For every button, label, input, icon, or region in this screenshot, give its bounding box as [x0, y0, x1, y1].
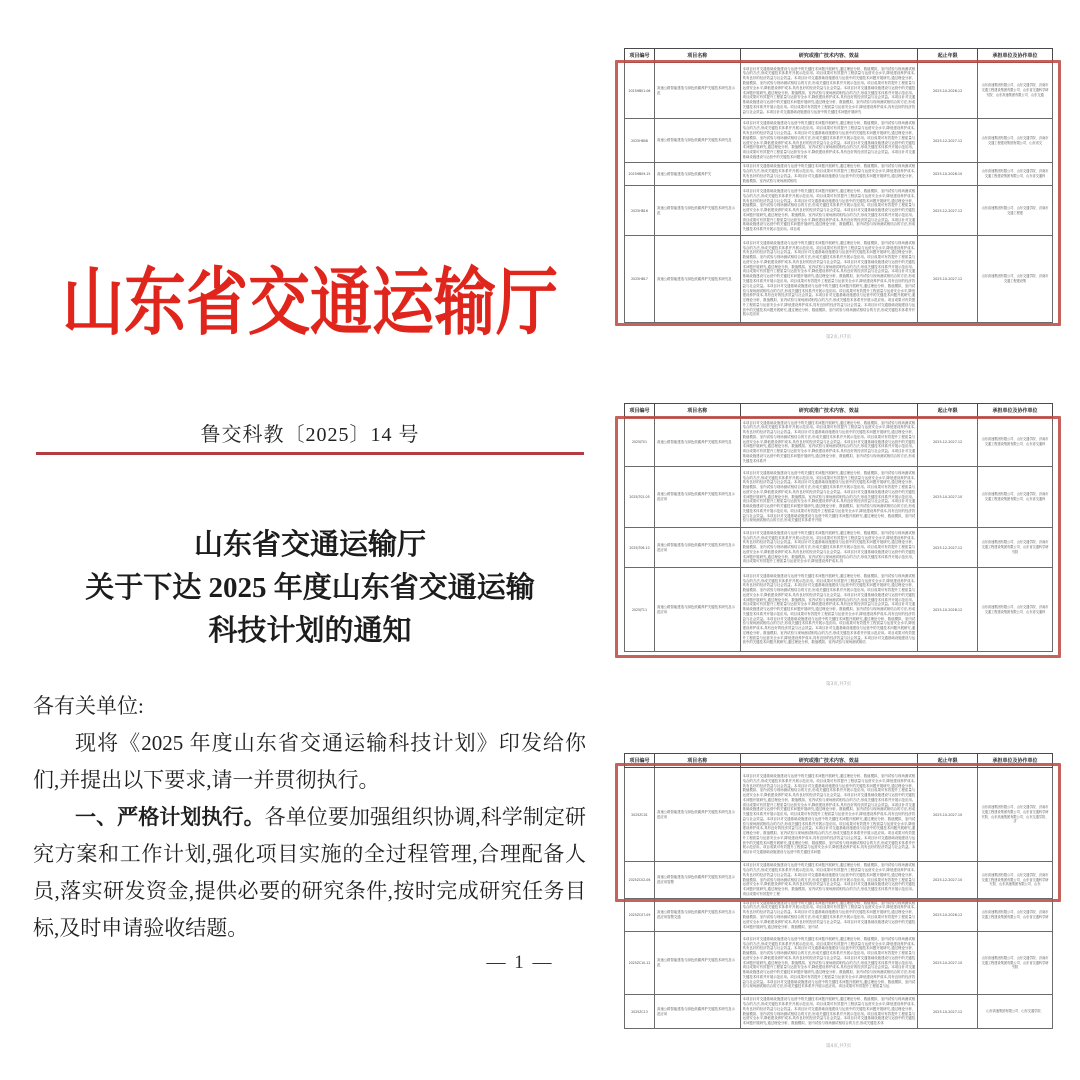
table-cell: 高速公路智能建造与绿色低碳养护关键技术研究及示范	[654, 63, 740, 119]
column-header: 研究或推广技术内容、效益	[740, 754, 918, 768]
table-cell: 2025ZC02-06	[625, 862, 655, 899]
column-header: 项目名称	[654, 49, 740, 63]
table-cell: 本项目针对交通基础设施建设与运营中的关键技术问题开展研究,通过理论分析、数值模拟、室内试验与现场测试相结合的方法,形成关键技术体系并开展示范应用。项目成果可有效提升工程质量与运营安全水平,降低建设养护成本,具有良好的经济效益与社会效益。本项目针对交通基础设施建设与运营中的关键技术问题开展研究,通过理论分析、数值模拟、室内试验与现场测试相结合的方法,形成关键技术体系并开展示范应用。项目成果可有效提升工程质量与运营安全水平,降低建设养护成本,具有良好的经济效益与社会效益。本项目针对交通基础设施建设与运营中的关键技术问题开展研究,通过理论分析、数值模拟、室内试验与现场测试相结合的方法,形成关键技术体系并开展示范应用。项目成果可有效提升工程质量与运营安全水平,降低建设养护成本,具有良好的经济效益与社会效益。本项目针对交通基础设施建设与运营中的关键技术问题开展研究,通过理论分析、数值模拟、室内试验与现场测试相结合的方法,形成关键技术体系并开展示范应用。项目成果可有效提升工程质量与运营安全水平,降低建设养护成本,具有良好的经济效益与社会效益。本项目针对交通基础设施建设与运营中的关键技术问题开展研究,通过理论分析、数值模拟、室内试验与现场测试相结合的方法,形成关键技术体系并开展	[740, 467, 918, 528]
table-cell: 2025HB01-06	[625, 63, 655, 119]
table-page-footer-2: 第3页,共7页	[825, 682, 852, 687]
table-cell: 本项目针对交通基础设施建设与运营中的关键技术问题开展研究,通过理论分析、数值模拟、室内试验与现场测试相结合的方法,形成关键技术体系并开展示范应用。项目成果可有效提升工程质量与运营安全水平,降低建设养护成本,具有良好的经济效益与社会效益。本项目针对交通基础设施建设与运营中的关键技术问题开展研究,通过理论分析、数值模拟、室内试验与现场测试相结合的方法,形成关键技术体系并开展示范应用。项目成果可有效提升工程质量与运营安全水平,降低建设养护成本,具有良好的经济效益与社会效益。本项目针对交通基础设施建设与运营中的关键技术问题开展研究,通过理论分析、数值模拟、室内试验与现场测试相结合的方法,形成关键技术体	[740, 995, 918, 1029]
table-cell: 高速公路智能建造与绿色低碳养护关键技术研究及示范应用智慧交通	[654, 899, 740, 932]
table-cell: 高速公路智能建造与绿色低碳养护关键技术研究及	[654, 418, 740, 467]
table-cell: 高速公路智能建造与绿色低碳养护关键技术研究及示范应用智慧	[654, 862, 740, 899]
table-cell: 2025.10-2026.12	[918, 63, 978, 119]
paragraph-lead: 一、严格计划执行。	[75, 805, 265, 829]
table-cell: 高速公路智能建造与绿色低碳养护关键技术研究及示范应用	[654, 528, 740, 568]
column-header: 研究或推广技术内容、效益	[740, 49, 918, 63]
table-cell: 山东高速集团有限公司、山东交通学院、济南市交通工程建设集团有限公司、山东省交通科学研	[978, 899, 1053, 932]
table-cell: 2025ZC07-09	[625, 899, 655, 932]
table-cell: 2025.12-2027.12	[918, 528, 978, 568]
table-cell: 高速公路智能建造与绿色低碳养护关键技术研究及示范应用	[654, 568, 740, 652]
table-cell: 本项目针对交通基础设施建设与运营中的关键技术问题开展研究,通过理论分析、数值模拟、室内试验与现场测试相结合的方法,形成关键技术体系并开展示范应用。项目成果可有效提升工程质量与运营安全水平,降低建设养护成本,具有良好的经济效益与社会效益。本项目针对交通基础设施建设与运营中的关键技术问题开展研究,通过理论分析、数值模拟、室内试验与现场测试相结合的方法,形成关键技术体系并开展示范应用。项目成果可有效提升工程质量与运营安全水平,降低建设养护成本,具有良好的经济效益与社会效益。本项目针对交通基础设施建设与运营中的关键技术问题开展研究,通过理论分析、数值模拟、室内试验与现场测试相结合的方法,形成关键技术体系并开展示范应用。项目成果可有效提升工程	[740, 862, 918, 899]
table-cell: 2025.10-2028.12	[918, 568, 978, 652]
title-line-3: 科技计划的通知	[208, 615, 412, 647]
column-header: 承担单位及协作单位	[978, 404, 1053, 418]
table-cell: 山东高速集团有限公司、山东交通学院、济南市交通工程建设集团有限公司、山东省交	[978, 119, 1053, 163]
table-cell: 本项目针对交通基础设施建设与运营中的关键技术问题开展研究,通过理论分析、数值模拟、室内试验与现场测试相结合的方法,形成关键技术体系并开展示范应用。项目成果可有效提升工程质量与运营安全水平,降低建设养护成本,具有良好的经济效益与社会效益。本项目针对交通基础设施建设与运营中的关键技术问题开展研究,通过理论分析、数值模拟、室内试验与现场测试相结合的方法,形成关键技术体系并开展示范应用。项目成果可有效提升工程质量与运营安全水平,降低建设养护成本,具有良好的经济效益与社会效益。本项目针对交通基础设施建设与运营中的关键技术问题开展研究,通过理论分析、数值模拟、室内试	[740, 899, 918, 932]
table-cell: 2025HB09-15	[625, 163, 655, 186]
attachment-table-page-1	[624, 48, 1054, 323]
table-page-footer-3: 第4页,共7页	[825, 1044, 852, 1049]
table-cell: 2025.10-2026.10	[918, 163, 978, 186]
column-header: 起止年限	[918, 754, 978, 768]
table-cell: 2025.12-2027.12	[918, 119, 978, 163]
body-paragraph-1: 现将《2025 年度山东省交通运输科技计划》印发给你们,并提出以下要求,请一并贯彻执行。	[33, 731, 586, 792]
column-header: 承担单位及协作单位	[978, 49, 1053, 63]
table-cell: 2025.10-2027.12	[918, 236, 978, 323]
agency-letterhead: 山东省交通运输厅	[61, 263, 558, 345]
table-cell: 本项目针对交通基础设施建设与运营中的关键技术问题开展研究,通过理论分析、数值模拟、室内试验与现场测试相结合的方法,形成关键技术体系并开展示范应用。项目成果可有效提升工程质量与运营安全水平,降低建设养护成本,具有良好的经济效益与社会效益。本项目针对交通基础设施建设与运营中的关键技术问题开展研究,通过理论分析、数值模拟、室内试验与现场测试相结合的方法,形成关键技术体系并开展示范应用。项目成果可有效提升工程质量与运营安全水平,降低建设养护成本,具有良好的经济效益与社会效益。本项目针对交通基础设施建设与运营中的关键技术问题开展研究,通过理论分析、数值模拟、室内试验与现场测试相结合的方法,形成关键技术体系并开展示范应用。项目成果可有效提升工程质量与运营安全水平,降低建设养护成本,具有良好的经济效益与社会效益。本项目针对交通基础设施建设与运营中的关键技术问题开展研究,通过理论分析、数值模拟、室内试验与现场测试相结合的方法,形成关键技术体系并开展示范应用。项目成果可有效提升工程质量与运营安全水平,降低建设养护成本,具有良好的经济效益与社会效益。本项目针对交通基础设施建设与运营中的关键技术问题开展研究,通过理论分析、数值模拟、室内试验与现场测试相结合的方法,形成关键技术体系并开展示范应用。项目成果可有效提升工程质量与运营安全水平,降低建设养护成本,具有良好的经济效益与社会效益。本项目针对交通基础设施建设与运营中的关键技术问题开展研究,通过理论分析、数值模拟、室内试验与现场测试相结合的方法,形成关键技术体系并开展示范应用。项目成果可有效提升工程质量与运营安全水平,降低建设养护成本,具有良好的经济效益与社会效益。本项目针对交通基础设施建设与运营中的关键技术问题开展研究,通过理论分析、数值模拟、室内试验与现场测试相结合的方法,形成关键技术体系并开展示范应用。项目成果可有效提升工程质量与运营安全水平,降低建设养护成本,具有良好的经济效益与社会效益。本项目针对交通基础设施建设与运营中的关键技术问题	[740, 768, 918, 862]
table-cell: 2025.12-2027.10	[918, 862, 978, 899]
table-cell: 2025.10-2027.12	[918, 995, 978, 1029]
table-cell: 山东高速集团有限公司、山东交通学院、济南市交通工程建设集团有限公司、山东省交通科学研究院、山东高速集团有限公司、山东交通学院、济	[978, 768, 1053, 862]
table-cell: 高速公路智能建造与绿色低碳养护关键技术研究及	[654, 119, 740, 163]
column-header: 起止年限	[918, 49, 978, 63]
table-cell: 2025.12-2027.12	[918, 418, 978, 467]
title-line-2: 关于下达 2025 年度山东省交通运输	[85, 572, 535, 604]
table-cell: 本项目针对交通基础设施建设与运营中的关键技术问题开展研究,通过理论分析、数值模拟、室内试验与现场测试相结合的方法,形成关键技术体系并开展示范应用。项目成果可有效提升工程质量与运营安全水平,降低建设养护成本,具有良好的经济效益与社会效益。本项目针对交通基础设施建设与运营中的关键技术问题开展研究,通过理论分析、数值模拟、室内试验与现场测试相结合的方法,形成关键技术体系并开展示范应用。项目成果可有效提升工程质量与运营安全水平,降低建设养护成本,具有良好的经济效益与社会效益。本项目针对交通基础设施建设与运营中的关键技术问题开展研究,通过理论分析、数值模拟、室内试验与现场测试相结合的方法,形成关键技术体系并开展示范应用。项目成果可有效提升工程质量与运营安全水平,降低建设养护成本,具有良好的经济效益与社会效益。本项目针对交通基础设施建设与运营中的关键技术问题开展研究,通过理论分析、数值模拟、室内试验与现场测试相结合的方法,形成关键技术体系并开展示范应用。项目成	[740, 186, 918, 236]
table-page-footer-1: 第2页,共7页	[825, 335, 852, 340]
table-cell: 山东高速集团有限公司、山东交通学院、济南市交通工程建设集	[978, 236, 1053, 323]
table-cell: 2025ZC10-12	[625, 932, 655, 995]
table-cell: 2025.10-2027.10	[918, 467, 978, 528]
table-cell: 山东高速集团有限公司、山东交通学院、济南市交通工程建设集团有限公司、山东省交通科学研究院、山东高速集团有限公司、山东交通	[978, 63, 1053, 119]
table-cell: 山东高速集团有限公司、山东交通学院、济南市交通工程建	[978, 186, 1053, 236]
table-cell: 2025JT06-10	[625, 528, 655, 568]
document-number: 鲁交科教〔2025〕14 号	[200, 424, 420, 446]
table-cell: 本项目针对交通基础设施建设与运营中的关键技术问题开展研究,通过理论分析、数值模拟、室内试验与现场测试相结合的方法,形成关键技术体系并开展示范应用。项目成果可有效提升工程质量与运营安全水平,降低建设养护成本,具有良好的经济效益与社会效益。本项目针对交通基础设施建设与运营中的关键技术问题开展研究,通过理论分析、数值模拟、室内试验与现场测试相结合的方法,形成关键技术体系并开展示范应用。项目成果可有效提升工程质量与运营安全水平,降低建设养护成本,具有良好的经济效益与社会效益。本项目针对交通基础设施建设与运营中的关键技术问题开展研究,通过理论分析、数值模拟、室内试验与现场测试相结合的方法,形成关键技术体系并开展示范应用。项目成果可有效提升工程质量与运营安全水平,降低建设养护成本,具有良好的经济效益与社会效益。本项目针对交通基础设施建设与运营中的关键技术问题开展研究,通过理论分析、数值模拟、室内试验与现场测试相结合的方法,形成关键技术体系并开展示范应用。项目成果可有效提升工程质量与运营安全水平,降低建设养护成本,具有良好的经济效益与社会效益。本项目针对交通基础设施建设与运营中的关键技术问题开展研究	[740, 63, 918, 119]
table-cell: 本项目针对交通基础设施建设与运营中的关键技术问题开展研究,通过理论分析、数值模拟、室内试验与现场测试相结合的方法,形成关键技术体系并开展示范应用。项目成果可有效提升工程质量与运营安全水平,降低建设养护成本,具有良好的经济效益与社会效益。本项目针对交通基础设施建设与运营中的关键技术问题开展研究,通过理论分析、数值模拟、室内试验与现场测试相结合的方法,形成关键技术体系并开展示范应用。项目成果可有效提升工程质量与运营安全水平,降低建设养护成本,具有良好的经济效益与社会效益。本项目针对交通基础设施建设与运营中的关键技术问题开展研究,通过理论分析、数值模拟、室内试验与现场测试相结合的方法,形成关键技术体系并开展示范应用。项目成果可有效提升工程质量与运营安全水平,降低建设养护成本,具有良好的经济效益与社会效益。本项目针对交通基础设施建设与运营中的关键技术问题开展研究,通过理论分析、数值模拟、室内试验与现场测试相结合的方法,形成关键技术体系并开展示范应用。项目成果可有效提升工程质量与运营安全水平,降低建设养护成本,具有良好的经济效益与社会效益。本项目针对交通基础设施建设与运营中的关键技术问题开展研究,通过理论分析、数值模拟、室内试验与现场测试相结合的方法,形成关键技术体系并开展示范应用。项目成果可有效提升工程质量与运	[740, 932, 918, 995]
table-cell: 高速公路智能建造与绿色低碳养护关键技术研究及示范	[654, 186, 740, 236]
table-cell: 本项目针对交通基础设施建设与运营中的关键技术问题开展研究,通过理论分析、数值模拟、室内试验与现场测试相结合的方法,形成关键技术体系并开展示范应用。项目成果可有效提升工程质量与运营安全水平,降低建设养护成本,具有良好的经济效益与社会效益。本项目针对交通基础设施建设与运营中的关键技术问题开展研究,通过理论分析、数值模拟、室内试验与现场测试相结合的方法,形成关键技术体系并开展示范应用。项目成果可有效提升工程质量与运营安全水平,降低建设养护成本,具有良好的经济效益与社会效益。本项目针对交通基础设施建设与运营中的关键技术问题开展研究,通过理论分析、数值模拟、室内试验与现场测试相结合的方法,形成关键技术体系并开展示范应用。项目成果可有效提升工程质量与运营安全水平,降低建设养护成本,具有良好的经济效益与社会效益。本项目针对交通基础设施建设与运营中的关键技术问题开展研究,通过理论分析、数值模拟、室内试验与现场测试相结合的方法,形成关键技术体系并	[740, 418, 918, 467]
table-cell: 山东高速集团有限公司、山东交通学院、济南市交通工程建设集团有限公司、山东省交通科学研究院	[978, 528, 1053, 568]
column-header: 项目编号	[625, 49, 655, 63]
table-cell: 2025HB16	[625, 186, 655, 236]
table-cell: 山东高速集团有限公司、山东交通学院、济南市交通工程建设集团有限公司、山东省交通科学研究院	[978, 932, 1053, 995]
table-cell: 本项目针对交通基础设施建设与运营中的关键技术问题开展研究,通过理论分析、数值模拟、室内试验与现场测试相结合的方法,形成关键技术体系并开展示范应用。项目成果可有效提升工程质量与运营安全水平,降低建设养护成本,具有良好的经济效益与社会效益。本项目针对交通基础设施建设与运营中的关键技术问题开展研究,通过理论分析、数值模拟、室内试验与现场测试相结	[740, 163, 918, 186]
table-cell: 2025JT02-05	[625, 467, 655, 528]
table-cell: 高速公路智能建造与绿色低碳养护关键技术研究及	[654, 236, 740, 323]
body-paragraph-2: 一、严格计划执行。各单位要加强组织协调,科学制定研究方案和工作计划,强化项目实施的全过程管理,合理配备人员,落实研发资金,提供必要的研究条件,按时完成研究任务目标,及时申请验收结题。	[33, 805, 586, 940]
document-body	[33, 688, 586, 947]
column-header: 项目名称	[654, 754, 740, 768]
title-line-1: 山东省交通运输厅	[193, 529, 426, 561]
table-cell: 2025HB08	[625, 119, 655, 163]
column-header: 承担单位及协作单位	[978, 754, 1053, 768]
salutation: 各有关单位:	[33, 694, 144, 718]
table-cell: 高速公路智能建造与绿色低碳养护关键技术研究及示范应用	[654, 768, 740, 862]
column-header: 研究或推广技术内容、效益	[740, 404, 918, 418]
attachment-table-page-2	[624, 403, 1054, 652]
letterhead-divider	[36, 452, 584, 455]
table-cell: 高速公路智能建造与绿色低碳养护关键技术研究及示范	[654, 932, 740, 995]
table-cell: 2025ZC13	[625, 995, 655, 1029]
table-cell: 2025.10-2027.10	[918, 768, 978, 862]
table-cell: 本项目针对交通基础设施建设与运营中的关键技术问题开展研究,通过理论分析、数值模拟、室内试验与现场测试相结合的方法,形成关键技术体系并开展示范应用。项目成果可有效提升工程质量与运营安全水平,降低建设养护成本,具有良好的经济效益与社会效益。本项目针对交通基础设施建设与运营中的关键技术问题开展研究,通过理论分析、数值模拟、室内试验与现场测试相结合的方法,形成关键技术体系并开展示范应用。项目成果可有效提升工程质量与运营安全水平,降低建设养护成本,具有良好的经济效益与社会效益。本项目针对交通基础设施建设与运营中的关键技术问题开展研究,通过理论分析、数值模拟、室内试验与现场测试相结合的方法,形成关键技术体系并开展示范应用。项目成果可有效提升工程质量与运营安全水平,降低建设养护成本,具有良好的经济效益与社会效益。本项目针对交通基础设施建设与运营中的关键技术问题开展	[740, 119, 918, 163]
table-cell: 2025JT11	[625, 568, 655, 652]
attachment-table-page-3	[624, 753, 1054, 1029]
table-cell: 2025.10-2026.12	[918, 899, 978, 932]
page-number: — 1 —	[486, 952, 554, 973]
table-cell: 山东高速集团有限公司、山东交通学院、济南市交通工程建设集团有限公司、山东省交通科	[978, 163, 1053, 186]
column-header: 起止年限	[918, 404, 978, 418]
column-header: 项目名称	[654, 404, 740, 418]
table-cell: 山东高速集团有限公司、山东交通学院、济南市交通工程建设集团有限公司、山东省交通科	[978, 568, 1053, 652]
column-header: 项目编号	[625, 754, 655, 768]
table-cell: 2025.10-2027.10	[918, 932, 978, 995]
document-title	[20, 524, 600, 653]
table-cell: 本项目针对交通基础设施建设与运营中的关键技术问题开展研究,通过理论分析、数值模拟、室内试验与现场测试相结合的方法,形成关键技术体系并开展示范应用。项目成果可有效提升工程质量与运营安全水平,降低建设养护成本,具有良好的经济效益与社会效益。本项目针对交通基础设施建设与运营中的关键技术问题开展研究,通过理论分析、数值模拟、室内试验与现场测试相结合的方法,形成关键技术体系并开展示范应用。项目成果可有效提升工程质量与运营安全水平,降低建设养护成本,具有良好的经济效益与社会效益。本项目针对交通基础设施建设与运营中的关键技术问题开展研究,通过理论分析、数值模拟、室内试验与现场测试相结合的方法,形成关键技术体系并开展示范应用。项目成果可有效提升工程质量与运营安全水平,降低建设养护成本,具有良好的经济效益与社会效益。本项目针对交通基础设施建设与运营中的关键技术问题开展研究,通过理论分析、数值模拟、室内试验与现场测试相结合的方法,形成关键技术体系并开展示范应用。项目成果可有效提升工程质量与运营安全水平,降低建设养护成本,具有良好的经济效益与社会效益。本项目针对交通基础设施建设与运营中的关键技术问题开展研究,通过理论分析、数值模拟、室内试验与现场测试相结合的方法,形成关键技术体系并开展示范应用。项目成果可有效提升工程质量与运营安全水平,降低建设养护成本,具有良好的经济效益与社会效益。本项目针对交通基础设施建设与运营中的关键技术问题开展研究,通过理论分析、数值模拟、室内试验与现场测试相结合的方法,形成关键技术体系并开展示范应用。项目成果可有效提升工程质量与运营安全水平,降低建设养护成本,具有良好的经济效益与社会效益。本项目针对交通基础设施建设与运营中的关键技术问题开展研究,通过理论分析、数值模拟、室内试验与现场测试相结	[740, 568, 918, 652]
table-cell: 高速公路智能建造与绿色低碳养护关键技术研究及示范应用	[654, 995, 740, 1029]
table-cell: 本项目针对交通基础设施建设与运营中的关键技术问题开展研究,通过理论分析、数值模拟、室内试验与现场测试相结合的方法,形成关键技术体系并开展示范应用。项目成果可有效提升工程质量与运营安全水平,降低建设养护成本,具有良好的经济效益与社会效益。本项目针对交通基础设施建设与运营中的关键技术问题开展研究,通过理论分析、数值模拟、室内试验与现场测试相结合的方法,形成关键技术体系并开展示范应用。项目成果可有效提升工程质量与运营安全水平,降低建设养护成本,具有良好的经济效益与社会效益。本项目针对交通基础设施建设与运营中的关键技术问题开展研究,通过理论分析、数值模拟、室内试验与现场测试相结合的方法,形成关键技术体系并开展示范应用。项目成果可有效提升工程质量与运营安全水平,降低建设养护成本,具	[740, 528, 918, 568]
table-cell: 2025.12-2027.12	[918, 186, 978, 236]
table-cell: 高速公路智能建造与绿色低碳养护关键技术研究及示范应用	[654, 467, 740, 528]
column-header: 项目编号	[625, 404, 655, 418]
table-cell: 2025JT01	[625, 418, 655, 467]
table-cell: 2025ZC01	[625, 768, 655, 862]
table-cell: 2025HB17	[625, 236, 655, 323]
table-cell: 山东高速集团有限公司、山东交通学院、济南市交通工程建设集团有限公司、山东省交通科	[978, 467, 1053, 528]
table-cell: 山东高速集团有限公司、山东交通学院、	[978, 995, 1053, 1029]
table-cell: 山东高速集团有限公司、山东交通学院、济南市交通工程建设集团有限公司、山东省交通科	[978, 418, 1053, 467]
table-cell: 山东高速集团有限公司、山东交通学院、济南市交通工程建设集团有限公司、山东省交通科学研究院、山东高速集团有限公司、山东	[978, 862, 1053, 899]
table-cell: 本项目针对交通基础设施建设与运营中的关键技术问题开展研究,通过理论分析、数值模拟、室内试验与现场测试相结合的方法,形成关键技术体系并开展示范应用。项目成果可有效提升工程质量与运营安全水平,降低建设养护成本,具有良好的经济效益与社会效益。本项目针对交通基础设施建设与运营中的关键技术问题开展研究,通过理论分析、数值模拟、室内试验与现场测试相结合的方法,形成关键技术体系并开展示范应用。项目成果可有效提升工程质量与运营安全水平,降低建设养护成本,具有良好的经济效益与社会效益。本项目针对交通基础设施建设与运营中的关键技术问题开展研究,通过理论分析、数值模拟、室内试验与现场测试相结合的方法,形成关键技术体系并开展示范应用。项目成果可有效提升工程质量与运营安全水平,降低建设养护成本,具有良好的经济效益与社会效益。本项目针对交通基础设施建设与运营中的关键技术问题开展研究,通过理论分析、数值模拟、室内试验与现场测试相结合的方法,形成关键技术体系并开展示范应用。项目成果可有效提升工程质量与运营安全水平,降低建设养护成本,具有良好的经济效益与社会效益。本项目针对交通基础设施建设与运营中的关键技术问题开展研究,通过理论分析、数值模拟、室内试验与现场测试相结合的方法,形成关键技术体系并开展示范应用。项目成果可有效提升工程质量与运营安全水平,降低建设养护成本,具有良好的经济效益与社会效益。本项目针对交通基础设施建设与运营中的关键技术问题开展研究,通过理论分析、数值模拟、室内试验与现场测试相结合的方法,形成关键技术体系并开展示范应用。项目成果可有效提升工程质量与运营安全水平,降低建设养护成本,具有良好的经济效益与社会效益。本项目针对交通基础设施建设与运营中的关键技术问题开展研究,通过理论分析、数值模拟、室内试验与现场测试相结合的方法,形成关键技术体系并开展示范应用	[740, 236, 918, 323]
table-cell: 高速公路智能建造与绿色低碳养护关	[654, 163, 740, 186]
